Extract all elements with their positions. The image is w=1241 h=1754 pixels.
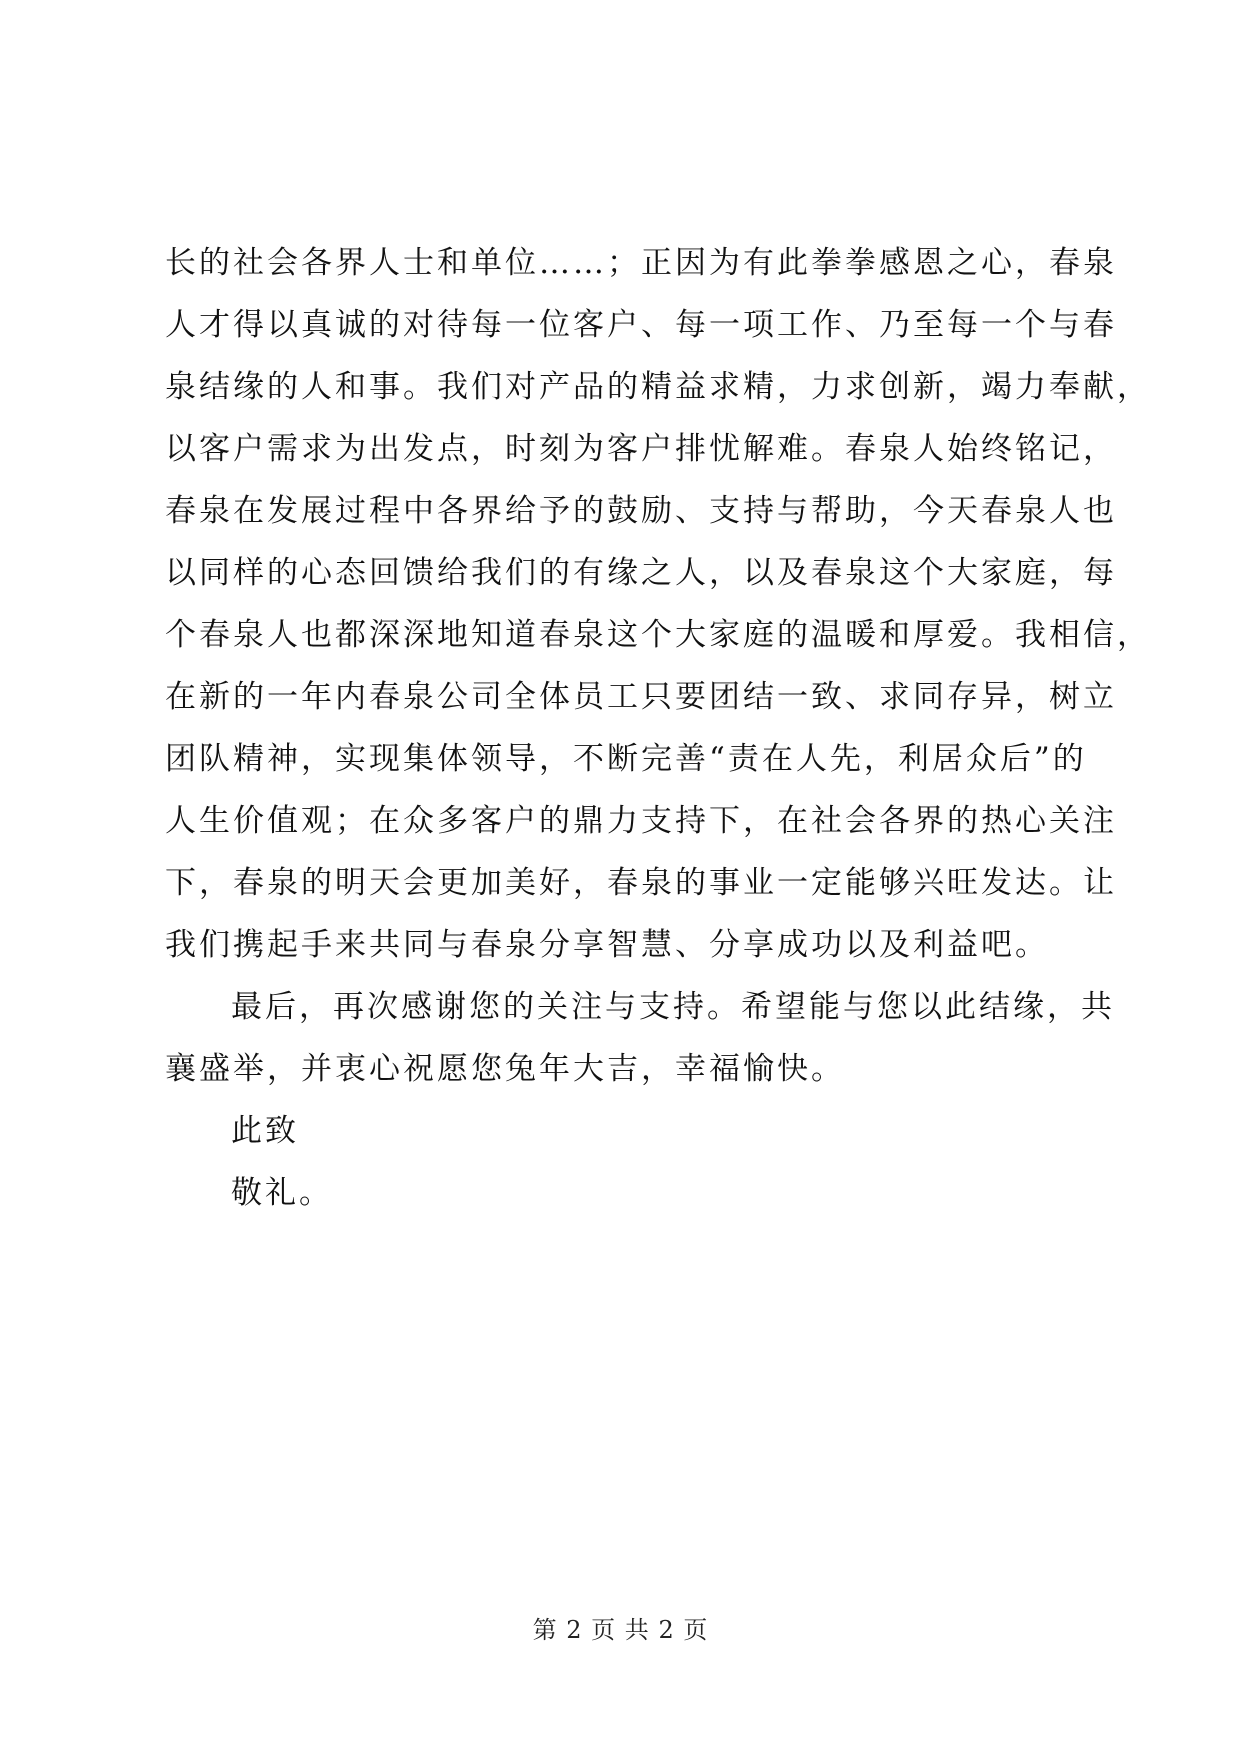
- text-line: 长的社会各界人士和单位……；正因为有此拳拳感恩之心，春泉: [165, 245, 1117, 281]
- text-line: 春泉在发展过程中各界给予的鼓励、支持与帮助，今天春泉人也: [165, 493, 1117, 529]
- text-line: 泉结缘的人和事。我们对产品的精益求精，力求创新，竭力奉献，: [165, 369, 1151, 405]
- text-line: 人才得以真诚的对待每一位客户、每一项工作、乃至每一个与春: [165, 307, 1117, 343]
- text-line: 以同样的心态回馈给我们的有缘之人，以及春泉这个大家庭，每: [165, 555, 1117, 591]
- closing-salutation: 此致: [231, 1113, 299, 1149]
- text-line: 襄盛举，并衷心祝愿您兔年大吉，幸福愉快。: [165, 1051, 845, 1087]
- text-line: 个春泉人也都深深地知道春泉这个大家庭的温暖和厚爱。我相信，: [165, 617, 1151, 653]
- page-number-footer: 第 2 页 共 2 页: [532, 1616, 709, 1644]
- closing-regards: 敬礼。: [231, 1175, 333, 1211]
- text-line: 团队精神，实现集体领导，不断完善“责在人先，利居众后”的: [165, 741, 1087, 777]
- text-line: 在新的一年内春泉公司全体员工只要团结一致、求同存异，树立: [165, 679, 1117, 715]
- text-line: 我们携起手来共同与春泉分享智慧、分享成功以及利益吧。: [165, 927, 1049, 963]
- text-line: 下，春泉的明天会更加美好，春泉的事业一定能够兴旺发达。让: [165, 865, 1117, 901]
- text-line: 最后，再次感谢您的关注与支持。希望能与您以此结缘，共: [231, 989, 1115, 1025]
- text-line: 以客户需求为出发点，时刻为客户排忧解难。春泉人始终铭记，: [165, 431, 1117, 467]
- text-line: 人生价值观；在众多客户的鼎力支持下，在社会各界的热心关注: [165, 803, 1117, 839]
- letter-body: [165, 232, 1151, 1224]
